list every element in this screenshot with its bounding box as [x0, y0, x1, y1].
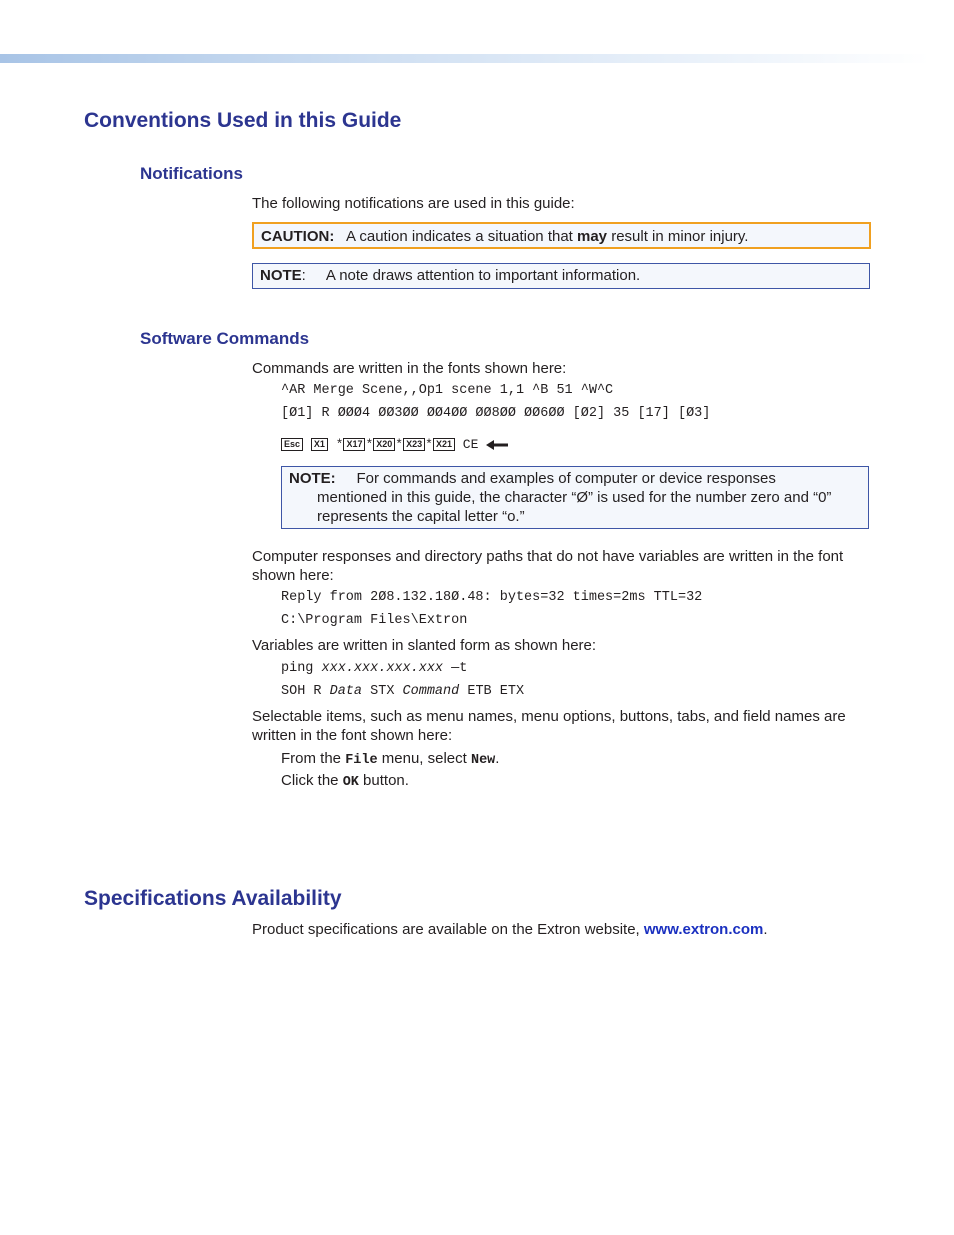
- subsection-title-notifications: Notifications: [140, 164, 243, 183]
- note-colon: :: [301, 267, 306, 284]
- specs-text: [252, 920, 862, 939]
- path-example: C:\Program Files\Extron: [281, 613, 468, 628]
- var2-d: Command: [402, 684, 460, 699]
- variable-example-2: [281, 684, 524, 699]
- extron-website-link[interactable]: www.extron.com: [643, 921, 764, 938]
- key-x17: X17: [343, 438, 365, 451]
- caution-box: [252, 222, 871, 249]
- sel2-ok: OK: [342, 775, 359, 790]
- var2-c: STX: [362, 684, 403, 699]
- sel1-new: New: [470, 753, 496, 768]
- var2-e: ETB ETX: [459, 684, 525, 699]
- key-x23: X23: [403, 438, 425, 451]
- sel1-file: File: [345, 753, 378, 768]
- note2-line2: mentioned in this guide, the character “Ø” is used for the number zero and “0”: [317, 489, 832, 506]
- key-esc: Esc: [281, 438, 303, 451]
- notifications-intro: The following notifications are used in this guide:: [252, 195, 575, 212]
- caution-text-post: result in minor injury.: [607, 228, 749, 245]
- section-title-specifications: Specifications Availability: [84, 887, 342, 910]
- var2-b: Data: [329, 684, 363, 699]
- note-zero-box: [281, 466, 869, 529]
- note2-line3: represents the capital letter “o.”: [317, 508, 525, 525]
- sel1-e: .: [495, 750, 500, 767]
- note-box: [252, 263, 870, 289]
- var1-post: —t: [443, 661, 468, 676]
- key-x1: X1: [311, 438, 328, 451]
- selectable-intro: Selectable items, such as menu names, menu options, buttons, tabs, and field names are written in the font shown here:: [252, 708, 846, 744]
- enter-arrow-icon: [478, 437, 508, 452]
- software-intro: Commands are written in the fonts shown here:: [252, 360, 567, 377]
- note2-line1-row: [289, 469, 861, 488]
- header-gradient-bar: [0, 54, 930, 63]
- command-example-2: [Ø1] R ØØØ4 ØØ3ØØ ØØ4ØØ ØØ8ØØ ØØ6ØØ [Ø2] 35 [17] [Ø3]: [281, 406, 711, 421]
- note-text: A note draws attention to important information.: [325, 267, 641, 284]
- sel1-c: menu, select: [377, 750, 471, 767]
- section-title-conventions: Conventions Used in this Guide: [84, 109, 402, 132]
- sel1-a: From the: [281, 750, 346, 767]
- selectable-example-1: [281, 749, 891, 770]
- specs-text-main: Product specifications are available on the Extron website,: [252, 921, 644, 938]
- variable-example-1: [281, 661, 467, 676]
- note2-label: NOTE:: [289, 470, 336, 487]
- note-label: NOTE: [260, 267, 302, 284]
- selectable-example-2: [281, 771, 891, 792]
- caution-text-bold: may: [577, 228, 608, 245]
- subsection-title-software-commands: Software Commands: [140, 329, 310, 348]
- command-example-1: ^AR Merge Scene,,Op1 scene 1,1 ^B 51 ^W^C: [281, 383, 614, 398]
- responses-intro: Computer responses and directory paths that do not have variables are written in the font shown here:: [252, 548, 844, 584]
- sel2-c: button.: [358, 772, 409, 789]
- var1-pre: ping: [281, 661, 322, 676]
- key-x21: X21: [433, 438, 455, 451]
- caution-text-pre: A caution indicates a situation that: [346, 228, 577, 245]
- key-x20: X20: [373, 438, 395, 451]
- var1-var: xxx.xxx.xxx.xxx: [321, 661, 444, 676]
- var2-a: SOH R: [281, 684, 330, 699]
- sel2-a: Click the: [281, 772, 343, 789]
- specs-end: .: [763, 921, 768, 938]
- command-example-3: Esc X1 * X17 * X20 * X23 * X21 CE: [281, 437, 508, 452]
- ce-text: CE: [462, 437, 479, 452]
- note2-line1: For commands and examples of computer or device responses: [356, 470, 776, 487]
- caution-label: CAUTION:: [261, 228, 335, 245]
- variables-intro: Variables are written in slanted form as shown here:: [252, 637, 597, 654]
- reply-example: Reply from 2Ø8.132.18Ø.48: bytes=32 times=2ms TTL=32: [281, 590, 703, 605]
